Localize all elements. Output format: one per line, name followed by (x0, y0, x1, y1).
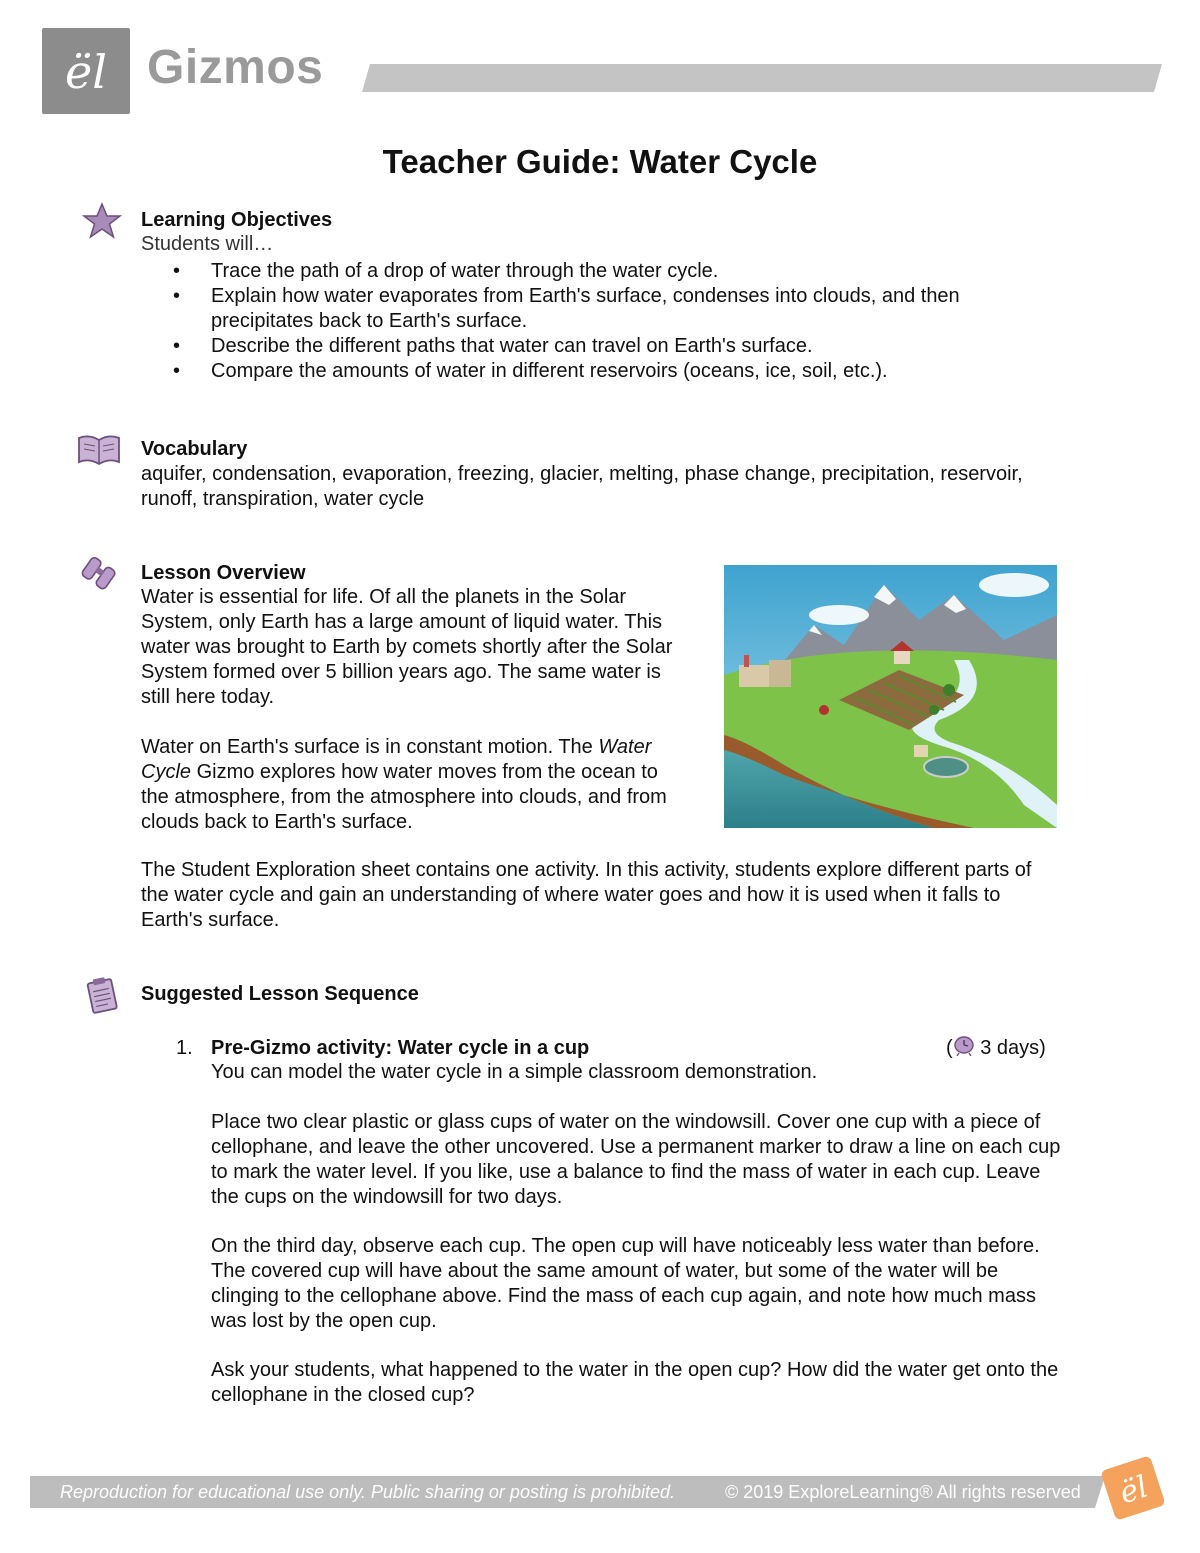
sequence-paragraph: Place two clear plastic or glass cups of water on the windowsill. Cover one cup with a piece of cellophane, and leave the other uncovered. Use a permanent marker to draw a line on each cup to mark the water level. If you like, use a balance to find the mass of water in each cup. Leave the cups on the windowsill for two days. (211, 1111, 1061, 1208)
objective-item: • Describe the different paths that water can travel on Earth's surface. (141, 334, 1041, 359)
vocabulary-terms: aquifer, condensation, evaporation, freezing, glacier, melting, phase change, precipitation, reservoir, runoff, transpiration, water cycle (141, 463, 1023, 510)
vocabulary-heading: Vocabulary (141, 438, 248, 460)
sequence-paragraph: Ask your students, what happened to the water in the open cup? How did the water get onto the cellophane in the closed cup? (211, 1359, 1059, 1406)
sequence-item-duration: ( 3 days) (946, 1037, 1046, 1059)
page-title: Teacher Guide: Water Cycle (382, 143, 818, 180)
objective-item: • Explain how water evaporates from Earth's surface, condenses into clouds, and then precipitates back to Earth's surface. (141, 284, 1041, 334)
objectives-list (141, 259, 1041, 384)
clock-icon (953, 1036, 975, 1056)
star-icon (82, 201, 122, 241)
svg-text:ël: ël (1115, 1469, 1153, 1512)
brand-name: Gizmos (147, 41, 324, 94)
footer-copyright: © 2019 ExploreLearning® All rights reserved (725, 1482, 1081, 1502)
explorelearning-logo (42, 28, 130, 114)
sequence-item-title: Pre-Gizmo activity: Water cycle in a cup (211, 1037, 590, 1059)
objective-item: • Trace the path of a drop of water through the water cycle. (141, 259, 1041, 284)
binoculars-icon (78, 554, 118, 594)
objectives-intro: Students will… (141, 233, 274, 255)
header-bar (362, 64, 1162, 92)
sequence-heading: Suggested Lesson Sequence (141, 983, 419, 1005)
logo-mark: ël (65, 45, 107, 99)
overview-paragraph-3: The Student Exploration sheet contains one activity. In this activity, students explore different parts of the water cycle and gain an understanding of where water goes and how it is used when it falls to Earth's surface. (141, 859, 1032, 931)
footer-notice: Reproduction for educational use only. Public sharing or posting is prohibited. (60, 1482, 676, 1502)
objective-item: • Compare the amounts of water in different reservoirs (oceans, ice, soil, etc.). (141, 359, 1041, 384)
objectives-heading: Learning Objectives (141, 209, 333, 231)
gizmo-name: Water Cycle (141, 736, 652, 783)
overview-paragraph-1: Water is essential for life. Of all the planets in the Solar System, only Earth has a large amount of liquid water. This water was brought to Earth by comets shortly after the Solar System formed over 5 billion years ago. The same water is still here today. (141, 586, 673, 708)
book-icon (76, 430, 122, 470)
overview-paragraph-2: Water on Earth's surface is in constant motion. The Water Cycle Gizmo explores how water moves from the ocean to the atmosphere, from the atmosphere into clouds, and from clouds back to Earth's surface. (141, 736, 667, 833)
overview-heading: Lesson Overview (141, 562, 306, 584)
sequence-item-number: 1. (176, 1037, 193, 1059)
sequence-paragraph: On the third day, observe each cup. The open cup will have noticeably less water than before. The covered cup will have about the same amount of water, but some of the water will be clinging to the cellophane above. Find the mass of each cup again, and note how much mass was lost by the open cup. (211, 1235, 1040, 1332)
water-cycle-landscape-illustration (724, 565, 1057, 828)
clipboard-icon (82, 975, 122, 1015)
sequence-paragraph: You can model the water cycle in a simple classroom demonstration. (211, 1061, 818, 1083)
explorelearning-footer-logo (1097, 1452, 1169, 1524)
